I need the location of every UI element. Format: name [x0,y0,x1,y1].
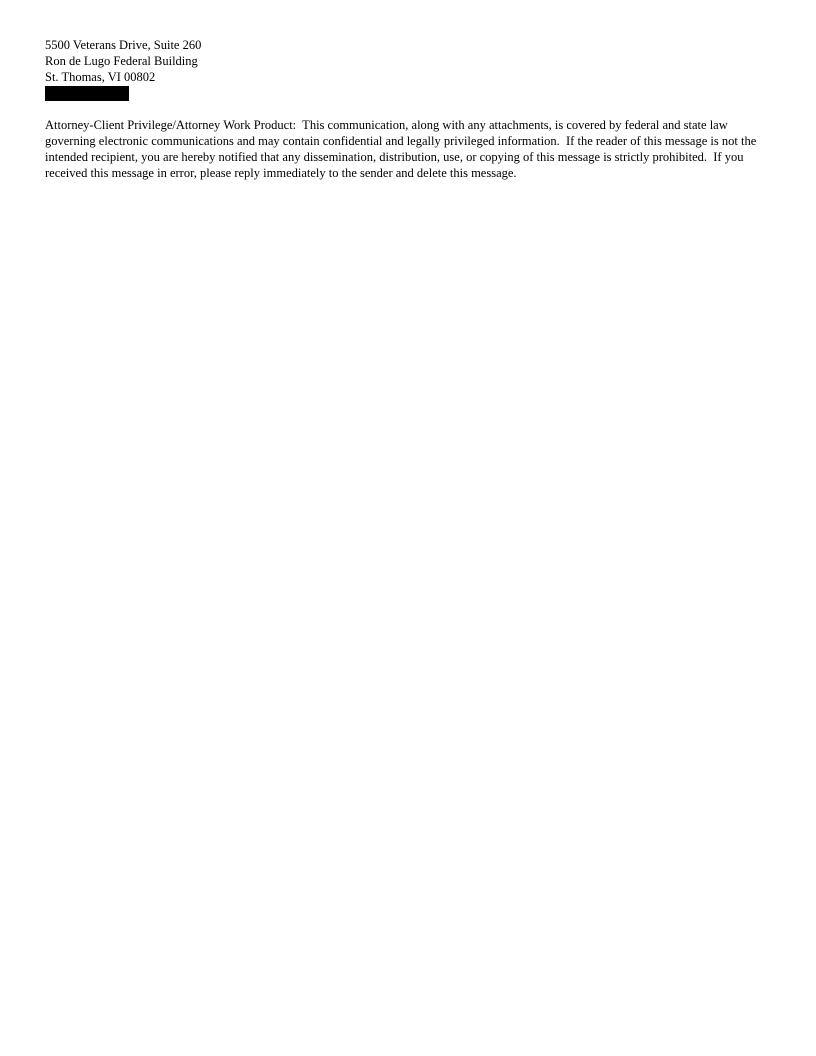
address-line-street: 5500 Veterans Drive, Suite 260 [45,38,202,52]
address-line-city: St. Thomas, VI 00802 [45,70,156,84]
document-page [45,37,760,181]
address-line-building: Ron de Lugo Federal Building [45,54,198,68]
signature-block [45,37,757,101]
redaction-box [45,86,129,101]
confidentiality-disclaimer: Attorney-Client Privilege/Attorney Work Product: This communication, along with any attachments, is covered by federal and state law governing electronic communications and may contain confidential and legally privileged information. If the reader of this message is not the intended recipient, you are hereby notified that any dissemination, distribution, use, or copying of this message is strictly prohibited. If you received this message in error, please reply immediately to the sender and delete this message. [45,118,760,180]
